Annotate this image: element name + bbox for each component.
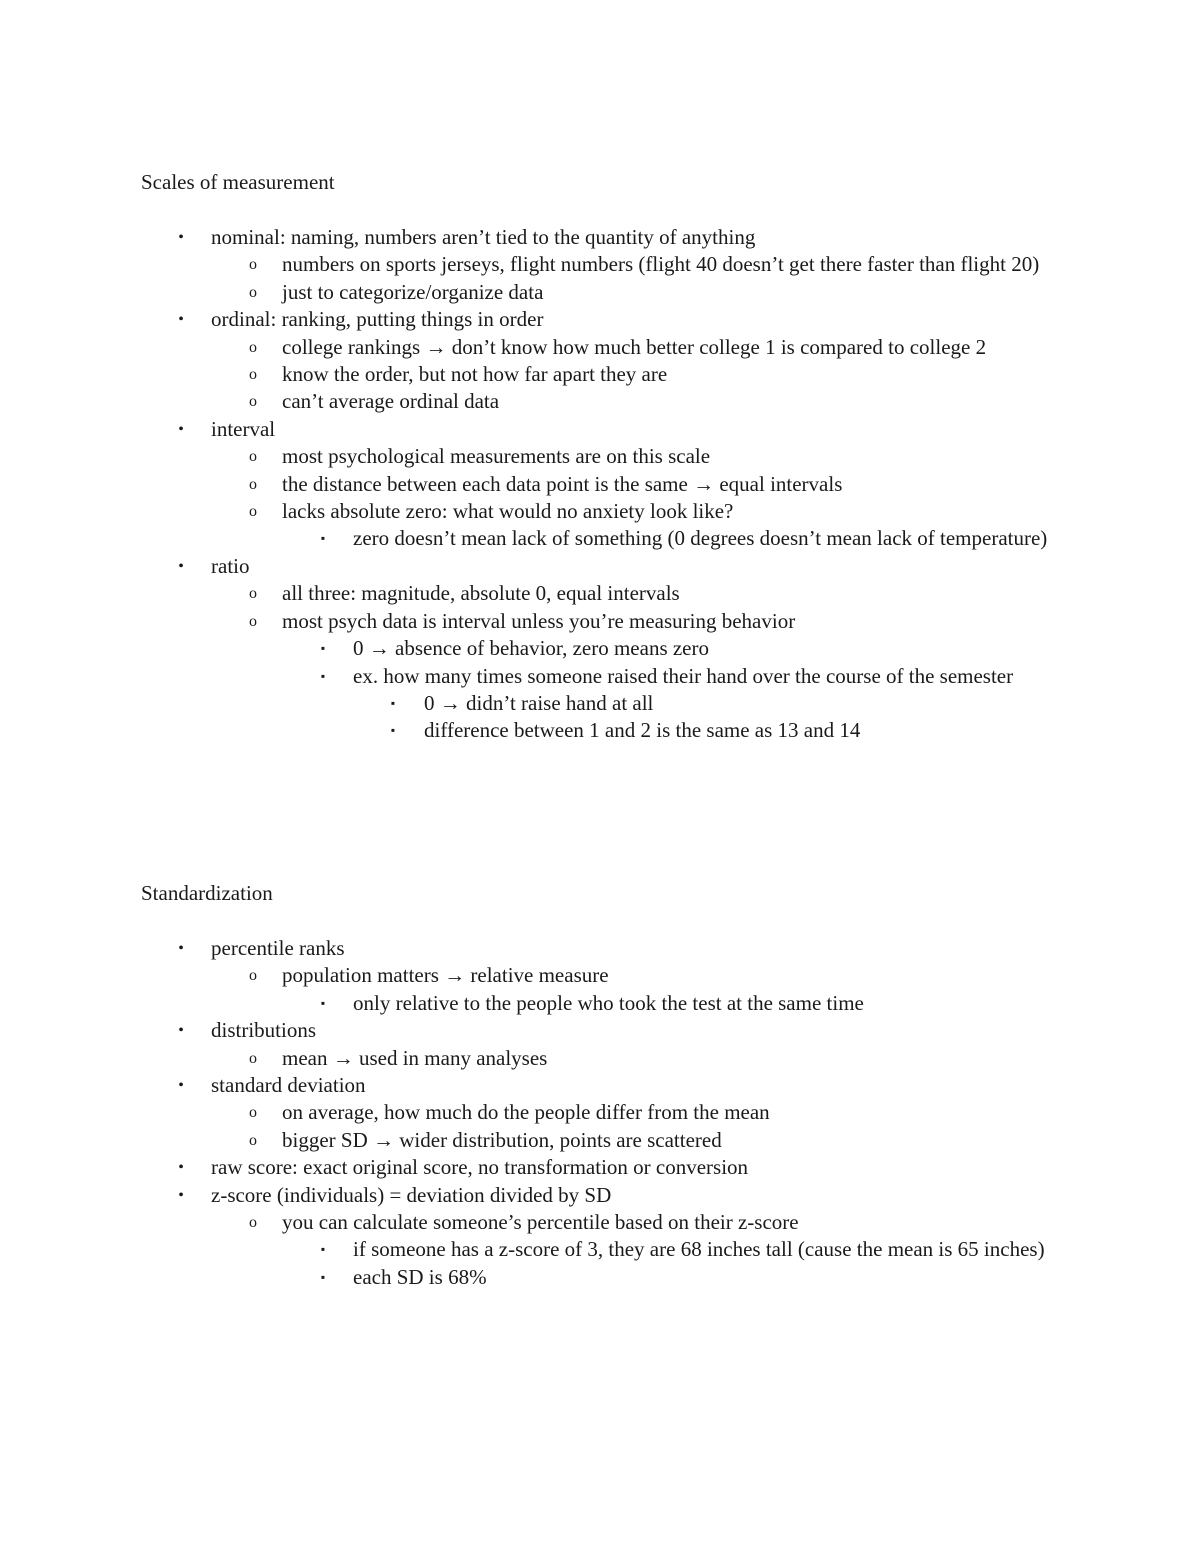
list-item bbox=[141, 279, 1071, 306]
list-item bbox=[141, 1154, 1071, 1181]
bullet-marker-icon: o bbox=[249, 393, 257, 411]
list-item-text: z-score (individuals) = deviation divided by SD bbox=[211, 1182, 612, 1207]
bullet-marker-icon: o bbox=[249, 967, 257, 985]
list-item-text: each SD is 68% bbox=[353, 1264, 487, 1289]
list-item bbox=[141, 962, 1071, 989]
list-item bbox=[141, 1072, 1071, 1099]
list-item bbox=[141, 306, 1071, 333]
bullet-marker-icon: • bbox=[178, 940, 184, 957]
list-item-text: know the order, but not how far apart they are bbox=[282, 362, 668, 387]
bullet-marker-icon: o bbox=[249, 366, 257, 384]
list-item-text: college rankings → don’t know how much better college 1 is compared to college 2 bbox=[282, 334, 987, 359]
list-item bbox=[141, 580, 1071, 607]
list-item bbox=[141, 1182, 1071, 1209]
list-item-text: bigger SD → wider distribution, points are scattered bbox=[282, 1127, 722, 1152]
bullet-marker-icon: o bbox=[249, 1104, 257, 1122]
section-heading-standardization: Standardization bbox=[141, 881, 273, 905]
list-item-text: percentile ranks bbox=[211, 936, 345, 960]
bullet-marker-icon: ▪ bbox=[320, 641, 326, 656]
list-item bbox=[141, 1209, 1071, 1236]
list-item bbox=[141, 471, 1071, 498]
list-item bbox=[141, 498, 1071, 525]
list-item bbox=[141, 361, 1071, 388]
bullet-marker-icon: o bbox=[249, 1131, 257, 1149]
list-item-text: lacks absolute zero: what would no anxiety look like? bbox=[282, 499, 734, 524]
bullet-marker-icon: o bbox=[249, 338, 257, 356]
list-item-text: on average, how much do the people differ from the mean bbox=[282, 1100, 770, 1125]
bullet-marker-icon: • bbox=[178, 1022, 184, 1040]
list-item-text: raw score: exact original score, no transformation or conversion bbox=[211, 1155, 749, 1180]
bullet-marker-icon: o bbox=[249, 503, 257, 521]
list-item bbox=[141, 224, 1071, 251]
scales-bullet-list bbox=[141, 224, 1071, 745]
standardization-bullet-list bbox=[141, 935, 1071, 1291]
list-item-text: most psychological measurements are on this scale bbox=[282, 444, 711, 469]
list-item-text: interval bbox=[211, 416, 276, 441]
bullet-marker-icon: ▪ bbox=[320, 1242, 326, 1257]
bullet-marker-icon: o bbox=[249, 612, 257, 630]
bullet-marker-icon: • bbox=[178, 420, 184, 438]
bullet-marker-icon: • bbox=[178, 229, 184, 246]
list-item-text: all three: magnitude, absolute 0, equal intervals bbox=[282, 581, 680, 606]
list-item bbox=[141, 443, 1071, 470]
list-item-text: nominal: naming, numbers aren’t tied to the quantity of anything bbox=[211, 225, 756, 249]
list-item-text: difference between 1 and 2 is the same as 13 and 14 bbox=[424, 718, 861, 743]
list-item-text: you can calculate someone’s percentile based on their z-score bbox=[282, 1210, 799, 1235]
bullet-marker-icon: • bbox=[178, 557, 184, 575]
list-item bbox=[141, 553, 1071, 580]
list-item-text: the distance between each data point is the same → equal intervals bbox=[282, 471, 843, 496]
bullet-marker-icon: o bbox=[249, 256, 257, 274]
list-item bbox=[141, 334, 1071, 361]
list-item-text: mean → used in many analyses bbox=[282, 1045, 548, 1070]
bullet-marker-icon: o bbox=[249, 475, 257, 493]
list-item bbox=[141, 1099, 1071, 1126]
list-item-text: 0 → absence of behavior, zero means zero bbox=[353, 636, 709, 661]
list-item-text: ratio bbox=[211, 553, 250, 578]
list-item bbox=[141, 990, 1071, 1017]
list-item-text: can’t average ordinal data bbox=[282, 389, 500, 414]
list-item-text: most psych data is interval unless you’re measuring behavior bbox=[282, 608, 796, 633]
list-item-text: distributions bbox=[211, 1018, 317, 1043]
bullet-marker-icon: o bbox=[249, 283, 257, 301]
list-item bbox=[141, 251, 1071, 278]
list-item-text: population matters → relative measure bbox=[282, 963, 609, 988]
bullet-marker-icon: ▪ bbox=[320, 531, 326, 546]
bullet-marker-icon: o bbox=[249, 585, 257, 603]
list-item bbox=[141, 717, 1071, 744]
list-item-text: ex. how many times someone raised their hand over the course of the semester bbox=[353, 663, 1014, 688]
bullet-marker-icon: • bbox=[178, 311, 184, 329]
bullet-marker-icon: • bbox=[178, 1077, 184, 1095]
bullet-marker-icon: ▪ bbox=[320, 1269, 326, 1284]
list-item bbox=[141, 525, 1071, 552]
list-item-text: only relative to the people who took the test at the same time bbox=[353, 990, 864, 1015]
list-item bbox=[141, 1127, 1071, 1154]
bullet-marker-icon: o bbox=[249, 448, 257, 466]
list-item bbox=[141, 1264, 1071, 1291]
bullet-marker-icon: ▪ bbox=[320, 995, 326, 1010]
list-item bbox=[141, 935, 1071, 962]
list-item bbox=[141, 416, 1071, 443]
list-item bbox=[141, 388, 1071, 415]
list-item-text: standard deviation bbox=[211, 1073, 366, 1098]
list-item bbox=[141, 1017, 1071, 1044]
list-item-text: numbers on sports jerseys, flight numbers (flight 40 doesn’t get there faster than flight 20) bbox=[282, 252, 1040, 277]
list-item bbox=[141, 1236, 1071, 1263]
list-item bbox=[141, 635, 1071, 662]
section-heading-scales: Scales of measurement bbox=[141, 170, 335, 194]
list-item-text: zero doesn’t mean lack of something (0 degrees doesn’t mean lack of temperature) bbox=[353, 526, 1048, 551]
list-item-text: ordinal: ranking, putting things in order bbox=[211, 307, 544, 332]
bullet-marker-icon: o bbox=[249, 1049, 257, 1067]
list-item bbox=[141, 690, 1071, 717]
list-item bbox=[141, 608, 1071, 635]
bullet-marker-icon: • bbox=[178, 1186, 184, 1204]
list-item-text: just to categorize/organize data bbox=[282, 279, 544, 304]
list-item-text: if someone has a z-score of 3, they are 68 inches tall (cause the mean is 65 inches) bbox=[353, 1237, 1045, 1262]
list-item bbox=[141, 1045, 1071, 1072]
list-item-text: 0 → didn’t raise hand at all bbox=[424, 690, 654, 715]
bullet-marker-icon: o bbox=[249, 1214, 257, 1232]
list-item bbox=[141, 663, 1071, 690]
bullet-marker-icon: ▪ bbox=[390, 723, 396, 738]
bullet-marker-icon: ▪ bbox=[320, 668, 326, 683]
bullet-marker-icon: ▪ bbox=[390, 695, 396, 710]
bullet-marker-icon: • bbox=[178, 1159, 184, 1177]
